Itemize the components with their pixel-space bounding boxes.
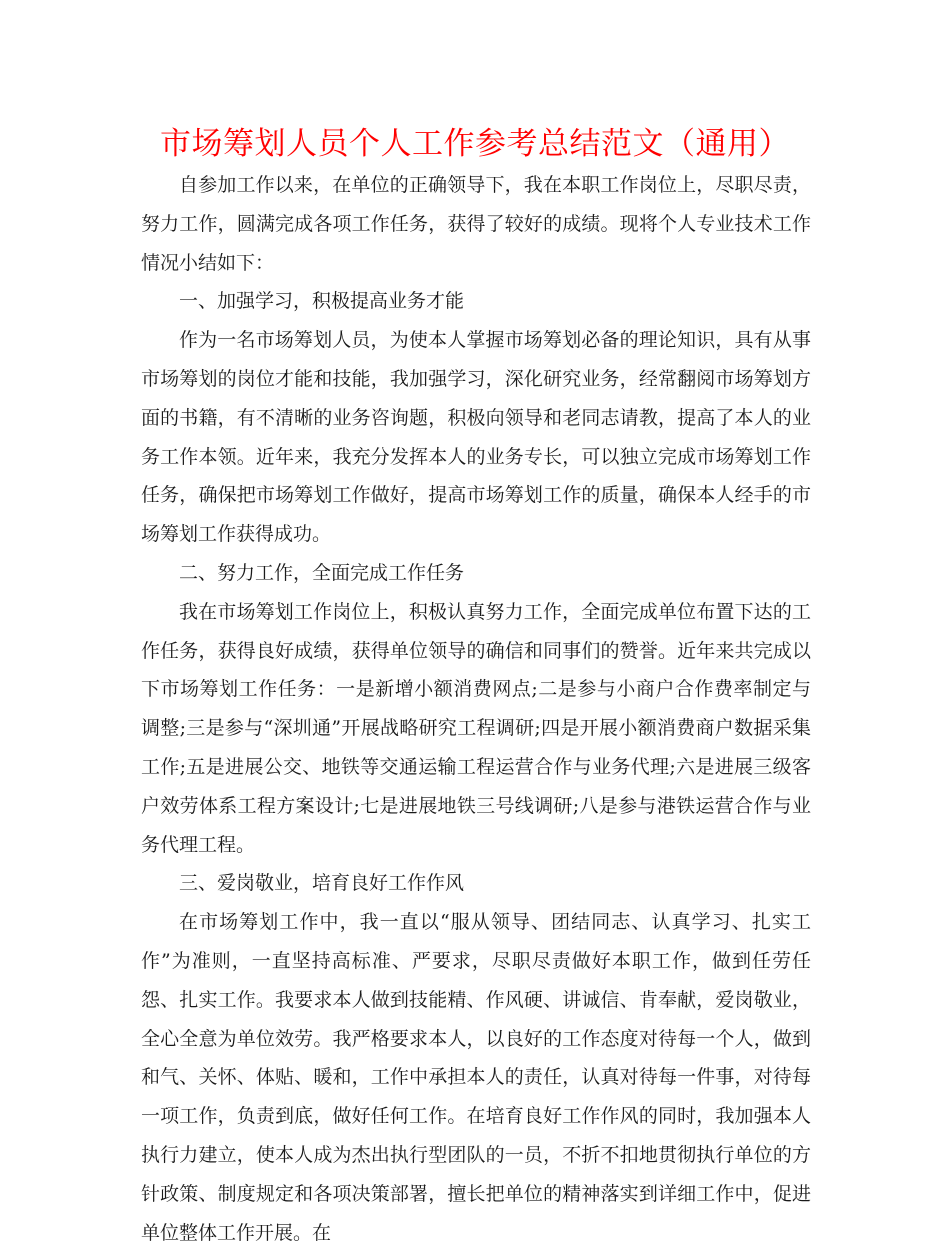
section-2-paragraph: 我在市场筹划工作岗位上，积极认真努力工作，全面完成单位布置下达的工作任务，获得良好成绩，获得单位领导的确信和同事们的赞誉。近年来共完成以下市场筹划工作任务：一是新增小额消费网点;二是参与小商户合作费率制定与调整;三是参与“深圳通”开展战略研究工程调研;四是开展小额消费商户数据采集工作;五是进展公交、地铁等交通运输工程运营合作与业务代理;六是进展三级客户效劳体系工程方案设计;七是进展地铁三号线调研;八是参与港铁运营合作与业务代理工程。 <box>141 600 811 856</box>
section-1-paragraph: 作为一名市场筹划人员，为使本人掌握市场筹划必备的理论知识，具有从事市场筹划的岗位才能和技能，我加强学习，深化研究业务，经常翻阅市场筹划方面的书籍，有不清晰的业务咨询题，积极向领导和老同志请教，提高了本人的业务工作本领。近年来，我充分发挥本人的业务专长，可以独立完成市场筹划工作任务，确保把市场筹划工作做好，提高市场筹划工作的质量，确保本人经手的市场筹划工作获得成功。 <box>141 329 811 546</box>
section-heading-2: 二、努力工作，全面完成工作任务 <box>179 561 465 584</box>
document-body <box>141 166 811 1252</box>
document-title: 市场筹划人员个人工作参考总结范文（通用） <box>160 126 790 162</box>
section-3-paragraph: 在市场筹划工作中，我一直以“服从领导、团结同志、认真学习、扎实工作”为准则，一直坚持高标准、严要求，尽职尽责做好本职工作，做到任劳任怨、扎实工作。我要求本人做到技能精、作风硬、讲诚信、肯奉献，爱岗敬业，全心全意为单位效劳。我严格要求本人，以良好的工作态度对待每一个人，做到和气、关怀、体贴、暖和，工作中承担本人的责任，认真对待每一件事，对待每一项工作，负责到底，做好任何工作。在培育良好工作作风的同时，我加强本人执行力建立，使本人成为杰出执行型团队的一员，不折不扣地贯彻执行单位的方针政策、制度规定和各项决策部署，擅长把单位的精神落实到详细工作中，促进单位整体工作开展。在 <box>141 911 811 1244</box>
intro-paragraph: 自参加工作以来，在单位的正确领导下，我在本职工作岗位上，尽职尽责，努力工作，圆满完成各项工作任务，获得了较好的成绩。现将个人专业技术工作情况小结如下： <box>141 174 811 274</box>
section-heading-3: 三、爱岗敬业，培育良好工作作风 <box>179 872 465 895</box>
section-heading-1: 一、加强学习，积极提高业务才能 <box>179 290 465 313</box>
